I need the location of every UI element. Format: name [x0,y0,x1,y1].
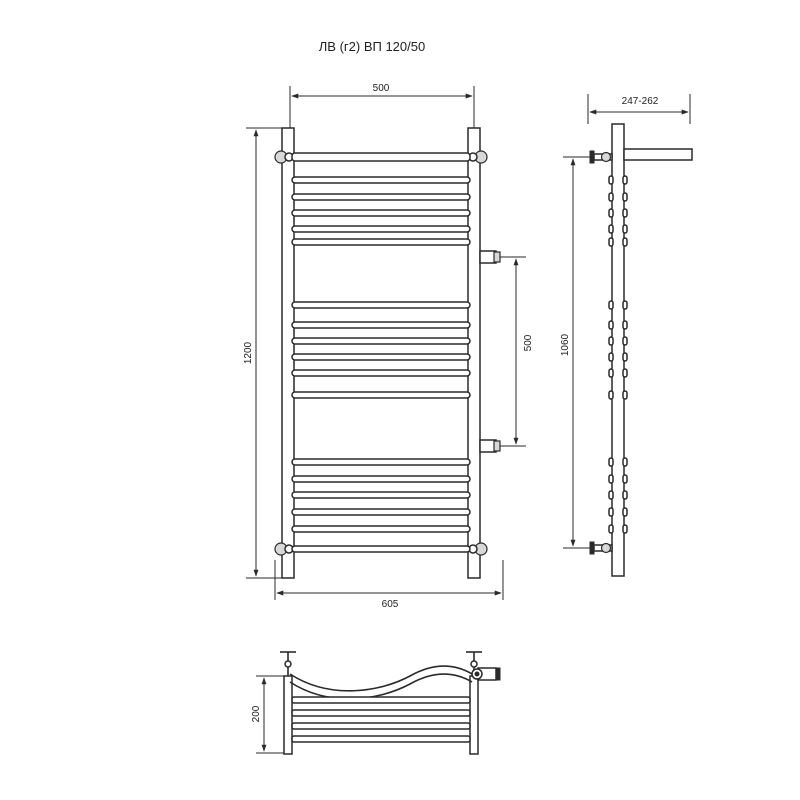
crossbar-end-left [609,458,613,466]
crossbar-end-right [623,209,627,217]
dimension-top-width [290,83,474,128]
side-view [560,94,692,576]
bottom-right-rail [470,676,478,754]
crossbar [292,210,470,216]
crossbar-end-left [609,238,613,246]
crossbar-end-left [609,193,613,201]
crossbar [292,492,470,498]
crossbar-end-right [623,225,627,233]
connection-pipes [480,251,500,452]
crossbar-end-left [609,321,613,329]
shelf-bar [292,710,470,716]
crossbar-end-right [623,176,627,184]
side-post [612,124,624,576]
crossbar-end-left [609,337,613,345]
dimension-side-height [560,157,594,548]
crossbar [292,459,470,465]
crossbar-end-left [609,176,613,184]
crossbar-end-right [623,353,627,361]
crossbar [292,509,470,515]
crossbar [292,226,470,232]
dim-label-bottom-depth: 200 [251,705,262,723]
crossbar-end-left [609,225,613,233]
bottom-connection [472,668,500,680]
crossbar [292,177,470,183]
crossbar-end-left [609,391,613,399]
dim-label-side-height: 1060 [560,333,571,357]
dimension-connection-spacing [500,257,534,446]
crossbar-end-right [623,337,627,345]
crossbar-end-right [623,475,627,483]
crossbar [292,546,470,552]
crossbar-end-right [623,301,627,309]
crossbar [292,153,470,161]
crossbar-end-left [609,301,613,309]
bottom-curved-bar [290,666,472,691]
crossbar-end-right [623,491,627,499]
crossbar-end-left [609,525,613,533]
crossbar [292,194,470,200]
dimension-height [243,128,282,578]
crossbar [292,370,470,376]
crossbar-end-left [609,508,613,516]
crossbar [292,392,470,398]
crossbar-end-right [623,525,627,533]
dim-label-connection-spacing: 500 [523,334,534,352]
dim-label-overall-width: 605 [381,599,399,610]
crossbar-end-left [609,209,613,217]
bottom-shelf-bars [292,697,470,742]
crossbar [292,239,470,245]
bottom-left-rail [284,676,292,754]
crossbar [292,322,470,328]
dim-label-wall-distance: 247-262 [621,96,659,107]
front-crossbars [292,153,470,552]
side-shelf-tube [624,149,692,160]
crossbar [292,354,470,360]
crossbar-end-left [609,369,613,377]
crossbar [292,476,470,482]
crossbar [292,338,470,344]
front-view [243,83,534,610]
shelf-bar [292,697,470,703]
shelf-bar [292,736,470,742]
crossbar-end-left [609,475,613,483]
crossbar-end-right [623,321,627,329]
bottom-mount-pins [280,652,482,676]
crossbar-end-left [609,491,613,499]
crossbar [292,526,470,532]
dim-label-top-width: 500 [372,83,390,94]
crossbar-end-right [623,508,627,516]
shelf-bar [292,723,470,729]
dimension-wall-distance [588,94,690,124]
crossbar-end-right [623,458,627,466]
crossbar-end-right [623,391,627,399]
crossbar-end-left [609,353,613,361]
drawing-title: ЛВ (г2) ВП 120/50 [318,39,426,54]
crossbar-end-right [623,369,627,377]
crossbar-end-right [623,238,627,246]
crossbar [292,302,470,308]
dim-label-height: 1200 [243,341,254,365]
crossbar-end-right [623,193,627,201]
bottom-view [251,652,500,754]
